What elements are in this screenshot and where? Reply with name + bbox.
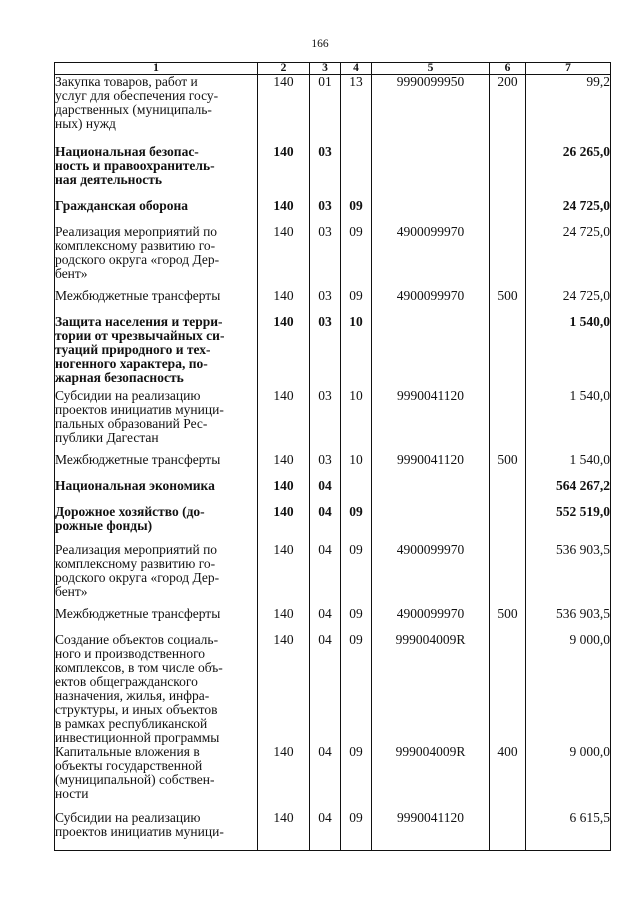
row-subsection-cell: 10: [341, 389, 372, 453]
column-header-3: 3: [310, 63, 341, 75]
row-section-cell: 04: [310, 745, 341, 811]
row-subsection-cell: 09: [341, 505, 372, 543]
row-name-line: Межбюджетные трансферты: [55, 288, 221, 303]
row-name-cell: [55, 145, 258, 199]
row-grbs-cell: 140: [258, 745, 310, 811]
row-grbs-cell: 140: [258, 543, 310, 607]
row-name-line: Реализация мероприятий по: [55, 224, 218, 239]
row-name-line: комплексному развитию го-: [55, 237, 216, 253]
row-name-line: Капитальные вложения в: [55, 744, 200, 759]
table-body: [55, 75, 611, 851]
row-name-line: объекты государственной: [55, 757, 203, 773]
row-target-article-cell: 999004009R: [372, 633, 490, 745]
row-name-line: Межбюджетные трансферты: [55, 452, 221, 467]
row-grbs-cell: 140: [258, 225, 310, 289]
row-subsection-cell: 09: [341, 543, 372, 607]
row-target-article-cell: [372, 315, 490, 389]
row-subsection-cell: 09: [341, 225, 372, 289]
row-name-line: Дорожное хозяйство (до-: [55, 504, 205, 519]
table-row: [55, 479, 611, 505]
table-row: [55, 145, 611, 199]
table-row: [55, 505, 611, 543]
row-expense-type-cell: [490, 145, 526, 199]
row-name-line: туаций природного и тех-: [55, 341, 211, 357]
row-amount-cell: 552 519,0: [526, 505, 611, 543]
table-row: [55, 315, 611, 389]
row-section-cell: 04: [310, 479, 341, 505]
row-name-line: Национальная экономика: [55, 478, 215, 493]
budget-table: [54, 62, 611, 851]
row-name-line: Защита населения и терри-: [55, 314, 223, 329]
row-name-line: проектов инициатив муници-: [55, 823, 224, 839]
row-expense-type-cell: 500: [490, 289, 526, 315]
row-name-cell: [55, 607, 258, 633]
table-row: [55, 811, 611, 851]
row-name-cell: [55, 811, 258, 851]
row-subsection-cell: [341, 479, 372, 505]
row-expense-type-cell: [490, 199, 526, 225]
row-section-cell: 04: [310, 633, 341, 745]
row-section-cell: 01: [310, 75, 341, 145]
row-name-line: родского округа «город Дер-: [55, 251, 220, 267]
row-grbs-cell: 140: [258, 505, 310, 543]
row-target-article-cell: 4900099970: [372, 289, 490, 315]
row-subsection-cell: 10: [341, 453, 372, 479]
row-section-cell: 03: [310, 225, 341, 289]
page-number: 166: [311, 38, 329, 50]
row-name-line: ная деятельность: [55, 171, 162, 187]
row-name-line: комплексов, в том числе объ-: [55, 659, 223, 675]
row-name-cell: [55, 315, 258, 389]
column-header-6: 6: [490, 63, 526, 75]
row-grbs-cell: 140: [258, 289, 310, 315]
row-expense-type-cell: [490, 315, 526, 389]
row-expense-type-cell: 200: [490, 75, 526, 145]
row-name-line: бент»: [55, 583, 88, 599]
row-name-line: ных) нужд: [55, 116, 116, 131]
row-amount-cell: 26 265,0: [526, 145, 611, 199]
row-name-cell: [55, 289, 258, 315]
row-expense-type-cell: 500: [490, 607, 526, 633]
row-amount-cell: 24 725,0: [526, 199, 611, 225]
row-expense-type-cell: [490, 543, 526, 607]
row-name-cell: [55, 225, 258, 289]
row-name-line: Субсидии на реализацию: [55, 388, 201, 403]
row-subsection-cell: 10: [341, 315, 372, 389]
row-name-line: рожные фонды): [55, 517, 153, 533]
row-amount-cell: 9 000,0: [526, 633, 611, 745]
row-target-article-cell: [372, 145, 490, 199]
table-row: [55, 745, 611, 811]
row-subsection-cell: 09: [341, 199, 372, 225]
row-grbs-cell: 140: [258, 479, 310, 505]
row-grbs-cell: 140: [258, 811, 310, 851]
row-expense-type-cell: [490, 389, 526, 453]
row-grbs-cell: 140: [258, 315, 310, 389]
row-section-cell: 04: [310, 505, 341, 543]
row-expense-type-cell: 500: [490, 453, 526, 479]
row-expense-type-cell: [490, 505, 526, 543]
table-row: [55, 289, 611, 315]
row-name-line: тории от чрезвычайных си-: [55, 327, 225, 343]
row-target-article-cell: 9990041120: [372, 389, 490, 453]
row-subsection-cell: 13: [341, 75, 372, 145]
row-amount-cell: 24 725,0: [526, 289, 611, 315]
column-header-1: 1: [55, 63, 258, 75]
row-name-line: пальных образований Рес-: [55, 415, 208, 431]
row-amount-cell: 1 540,0: [526, 389, 611, 453]
row-name-cell: [55, 745, 258, 811]
row-amount-cell: 564 267,2: [526, 479, 611, 505]
row-expense-type-cell: 400: [490, 745, 526, 811]
row-subsection-cell: 09: [341, 633, 372, 745]
row-subsection-cell: [341, 145, 372, 199]
row-name-cell: [55, 479, 258, 505]
row-subsection-cell: 09: [341, 289, 372, 315]
row-expense-type-cell: [490, 225, 526, 289]
row-section-cell: 03: [310, 389, 341, 453]
column-header-7: 7: [526, 63, 611, 75]
row-name-line: в рамках республиканской: [55, 715, 208, 731]
row-target-article-cell: 4900099970: [372, 225, 490, 289]
row-section-cell: 04: [310, 543, 341, 607]
table-row: [55, 453, 611, 479]
row-name-line: ектов общегражданского: [55, 673, 198, 689]
row-amount-cell: 536 903,5: [526, 543, 611, 607]
row-name-cell: [55, 505, 258, 543]
row-target-article-cell: [372, 479, 490, 505]
header-row: [55, 63, 611, 75]
row-name-line: публики Дагестан: [55, 429, 159, 445]
column-header-2: 2: [258, 63, 310, 75]
row-section-cell: 03: [310, 289, 341, 315]
row-name-line: родского округа «город Дер-: [55, 569, 220, 585]
row-name-line: назначения, жилья, инфра-: [55, 687, 210, 703]
row-amount-cell: 99,2: [526, 75, 611, 145]
row-name-line: комплексному развитию го-: [55, 555, 216, 571]
table-row: [55, 199, 611, 225]
row-target-article-cell: 9990099950: [372, 75, 490, 145]
row-section-cell: 03: [310, 453, 341, 479]
column-header-4: 4: [341, 63, 372, 75]
row-section-cell: 03: [310, 315, 341, 389]
row-name-line: дарственных (муниципаль-: [55, 102, 212, 117]
table-row: [55, 543, 611, 607]
table-row: [55, 607, 611, 633]
row-amount-cell: 9 000,0: [526, 745, 611, 811]
row-expense-type-cell: [490, 479, 526, 505]
row-name-line: Закупка товаров, работ и: [55, 74, 198, 89]
table-row: [55, 633, 611, 745]
row-expense-type-cell: [490, 633, 526, 745]
row-section-cell: 04: [310, 811, 341, 851]
row-grbs-cell: 140: [258, 145, 310, 199]
row-name-line: структуры, и иных объектов: [55, 701, 218, 717]
row-name-line: ность и правоохранитель-: [55, 157, 215, 173]
row-name-cell: [55, 389, 258, 453]
row-grbs-cell: 140: [258, 389, 310, 453]
row-target-article-cell: 9990041120: [372, 453, 490, 479]
row-target-article-cell: [372, 505, 490, 543]
row-target-article-cell: [372, 199, 490, 225]
row-amount-cell: 6 615,5: [526, 811, 611, 851]
row-amount-cell: 1 540,0: [526, 315, 611, 389]
row-target-article-cell: 4900099970: [372, 607, 490, 633]
row-name-line: Межбюджетные трансферты: [55, 606, 221, 621]
row-name-line: ногенного характера, по-: [55, 355, 208, 371]
row-name-line: услуг для обеспечения госу-: [55, 88, 219, 103]
row-name-cell: [55, 75, 258, 145]
row-subsection-cell: 09: [341, 745, 372, 811]
row-target-article-cell: 4900099970: [372, 543, 490, 607]
row-grbs-cell: 140: [258, 607, 310, 633]
table-row: [55, 389, 611, 453]
row-amount-cell: 536 903,5: [526, 607, 611, 633]
row-name-line: жарная безопасность: [55, 369, 184, 385]
row-name-line: Гражданская оборона: [55, 198, 188, 213]
row-subsection-cell: 09: [341, 811, 372, 851]
row-name-line: ности: [55, 785, 89, 801]
row-name-line: инвестиционной программы: [55, 729, 220, 745]
table-header: [55, 63, 611, 75]
row-section-cell: 04: [310, 607, 341, 633]
row-name-line: Создание объектов социаль-: [55, 632, 219, 647]
row-name-line: Реализация мероприятий по: [55, 542, 218, 557]
row-target-article-cell: 9990041120: [372, 811, 490, 851]
table-row: [55, 75, 611, 145]
row-name-line: Национальная безопас-: [55, 144, 199, 159]
row-name-line: Субсидии на реализацию: [55, 810, 201, 825]
row-amount-cell: 24 725,0: [526, 225, 611, 289]
column-header-5: 5: [372, 63, 490, 75]
row-name-cell: [55, 199, 258, 225]
row-amount-cell: 1 540,0: [526, 453, 611, 479]
row-grbs-cell: 140: [258, 75, 310, 145]
row-name-cell: [55, 633, 258, 745]
row-grbs-cell: 140: [258, 453, 310, 479]
row-grbs-cell: 140: [258, 633, 310, 745]
row-grbs-cell: 140: [258, 199, 310, 225]
row-name-line: ного и производственного: [55, 645, 206, 661]
row-section-cell: 03: [310, 145, 341, 199]
row-name-cell: [55, 453, 258, 479]
row-expense-type-cell: [490, 811, 526, 851]
row-section-cell: 03: [310, 199, 341, 225]
table-row: [55, 225, 611, 289]
row-subsection-cell: 09: [341, 607, 372, 633]
row-name-line: (муниципальной) собствен-: [55, 771, 215, 787]
row-name-cell: [55, 543, 258, 607]
row-target-article-cell: 999004009R: [372, 745, 490, 811]
row-name-line: проектов инициатив муници-: [55, 401, 224, 417]
row-name-line: бент»: [55, 265, 88, 281]
